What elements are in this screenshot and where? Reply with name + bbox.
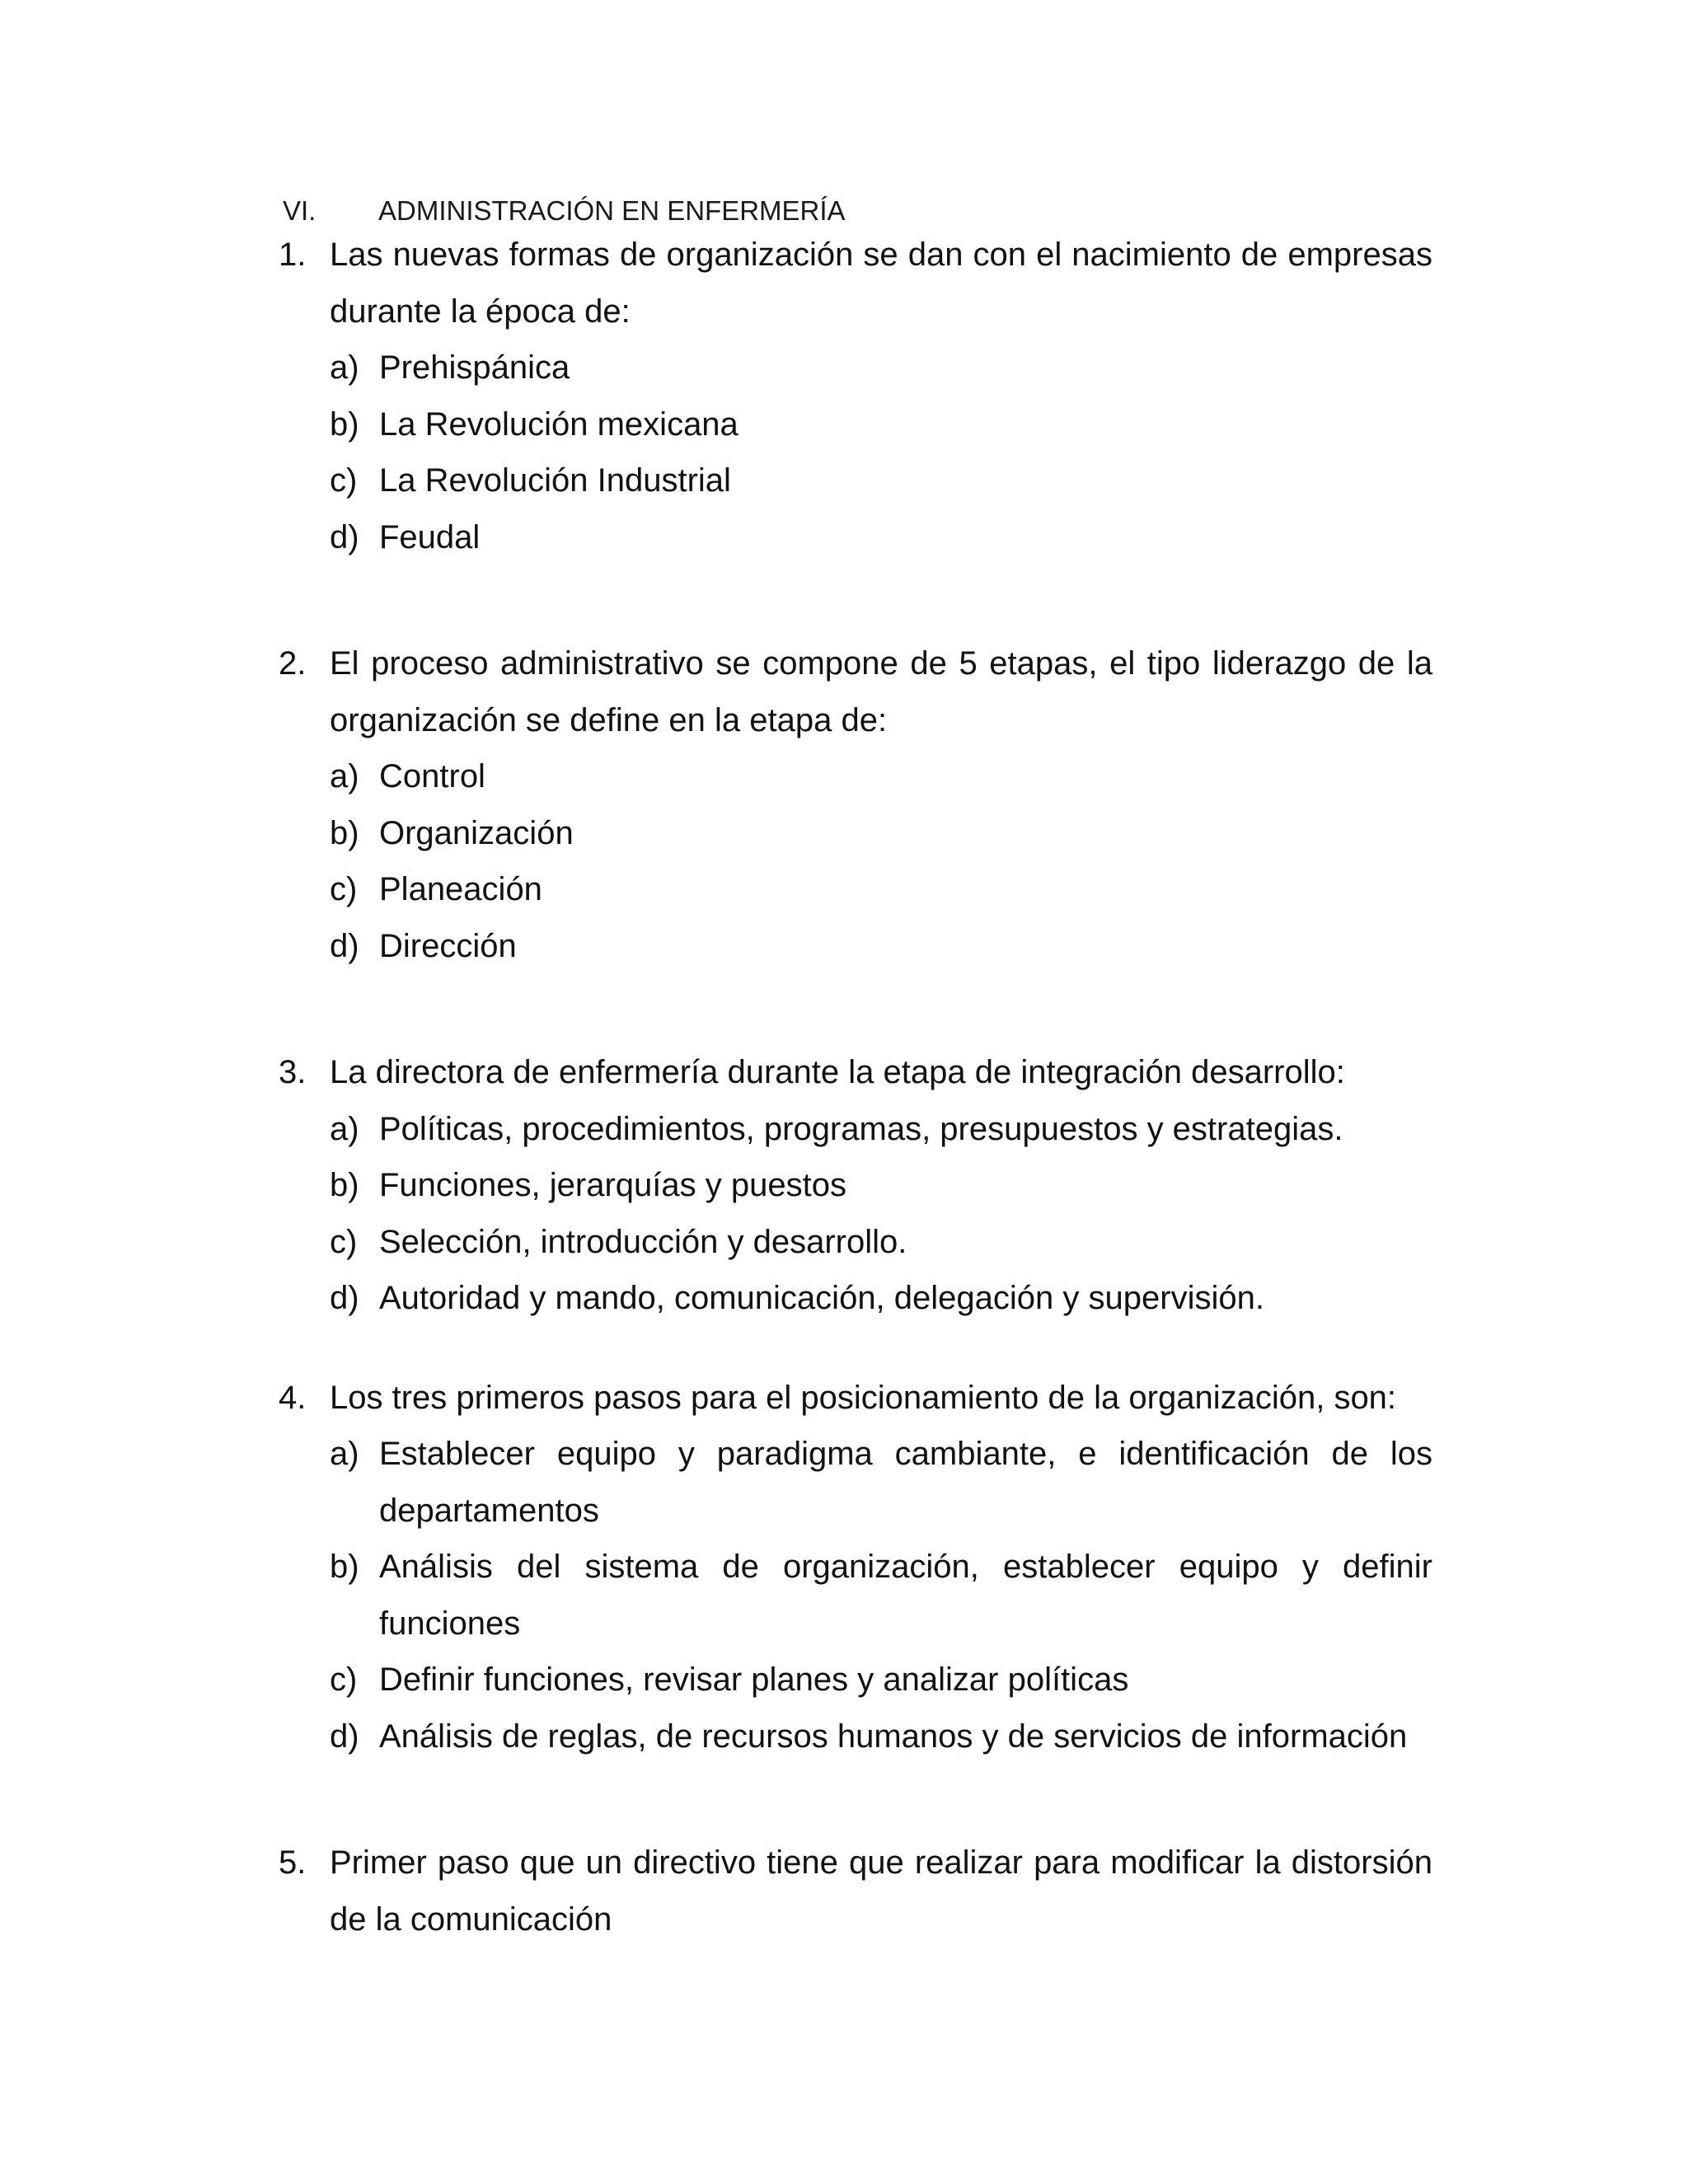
option-letter: a) (330, 1436, 359, 1472)
option-d (330, 1708, 1432, 1765)
option-letter: a) (330, 349, 359, 386)
option-b (330, 396, 1432, 453)
option-text: Políticas, procedimientos, programas, presupuestos y estrategias. (379, 1110, 1343, 1147)
question-number: 1. (279, 237, 307, 273)
option-text: Análisis de reglas, de recursos humanos y de servicios de información (379, 1718, 1408, 1755)
option-d (330, 1270, 1432, 1327)
option-letter: c) (330, 871, 358, 907)
option-text: Dirección (379, 927, 517, 964)
question-5 (279, 1835, 1432, 1947)
option-text: Feudal (379, 518, 481, 555)
option-a (330, 1101, 1432, 1158)
option-a (330, 748, 1432, 805)
option-text: Planeación (379, 871, 542, 907)
option-letter: b) (330, 1549, 359, 1585)
option-a (330, 1426, 1432, 1539)
option-letter: c) (330, 1223, 358, 1260)
option-list (330, 1101, 1432, 1327)
option-letter: b) (330, 814, 359, 851)
question-text: El proceso administrativo se compone de 5 etapas, el tipo liderazgo de la organización se define en la etapa de: (330, 645, 1432, 738)
option-letter: b) (330, 405, 359, 443)
option-list (330, 340, 1432, 565)
option-text: Funciones, jerarquías y puestos (379, 1167, 846, 1203)
option-letter: b) (330, 1167, 359, 1203)
option-list (330, 748, 1432, 974)
option-d (330, 509, 1432, 566)
option-c (330, 861, 1432, 918)
question-number: 3. (279, 1054, 307, 1090)
option-d (330, 918, 1432, 975)
option-letter: c) (330, 1661, 358, 1698)
option-text: Autoridad y mando, comunicación, delegación y supervisión. (379, 1280, 1264, 1316)
section-roman-numeral: VI. (283, 195, 316, 226)
option-text: Análisis del sistema de organización, establecer equipo y definir funciones (379, 1549, 1432, 1642)
option-letter: c) (330, 462, 358, 499)
option-text: Definir funciones, revisar planes y analizar políticas (379, 1661, 1129, 1698)
option-text: Control (379, 758, 485, 794)
option-text: La Revolución Industrial (379, 462, 731, 499)
question-2 (279, 635, 1432, 974)
option-b (330, 1157, 1432, 1214)
question-text: La directora de enfermería durante la etapa de integración desarrollo: (330, 1054, 1345, 1090)
option-letter: d) (330, 1718, 359, 1755)
option-list (330, 1426, 1432, 1765)
option-letter: d) (330, 518, 359, 555)
question-text: Los tres primeros pasos para el posicionamiento de la organización, son: (330, 1379, 1397, 1416)
option-letter: d) (330, 927, 359, 964)
question-number: 2. (279, 645, 307, 682)
question-number: 4. (279, 1379, 307, 1416)
option-b (330, 1539, 1432, 1652)
section-title: ADMINISTRACIÓN EN ENFERMERÍA (378, 195, 846, 226)
option-b (330, 805, 1432, 862)
question-1 (279, 227, 1432, 565)
option-c (330, 1652, 1432, 1708)
option-letter: a) (330, 758, 359, 794)
option-text: Selección, introducción y desarrollo. (379, 1223, 907, 1260)
option-text: La Revolución mexicana (379, 405, 738, 443)
question-text: Primer paso que un directivo tiene que realizar para modificar la distorsión de la comunicación (330, 1844, 1432, 1938)
question-3 (279, 1044, 1432, 1327)
option-text: Organización (379, 814, 574, 851)
option-letter: a) (330, 1110, 359, 1147)
option-a (330, 340, 1432, 396)
option-letter: d) (330, 1280, 359, 1316)
question-text: Las nuevas formas de organización se dan con el nacimiento de empresas durante la época de: (330, 237, 1432, 330)
option-text: Establecer equipo y paradigma cambiante, e identificación de los departamentos (379, 1436, 1432, 1529)
option-c (330, 452, 1432, 509)
option-c (330, 1214, 1432, 1271)
option-text: Prehispánica (379, 349, 570, 386)
question-list (279, 227, 1432, 1947)
section-heading (283, 194, 846, 227)
question-4 (279, 1370, 1432, 1765)
question-number: 5. (279, 1844, 307, 1881)
